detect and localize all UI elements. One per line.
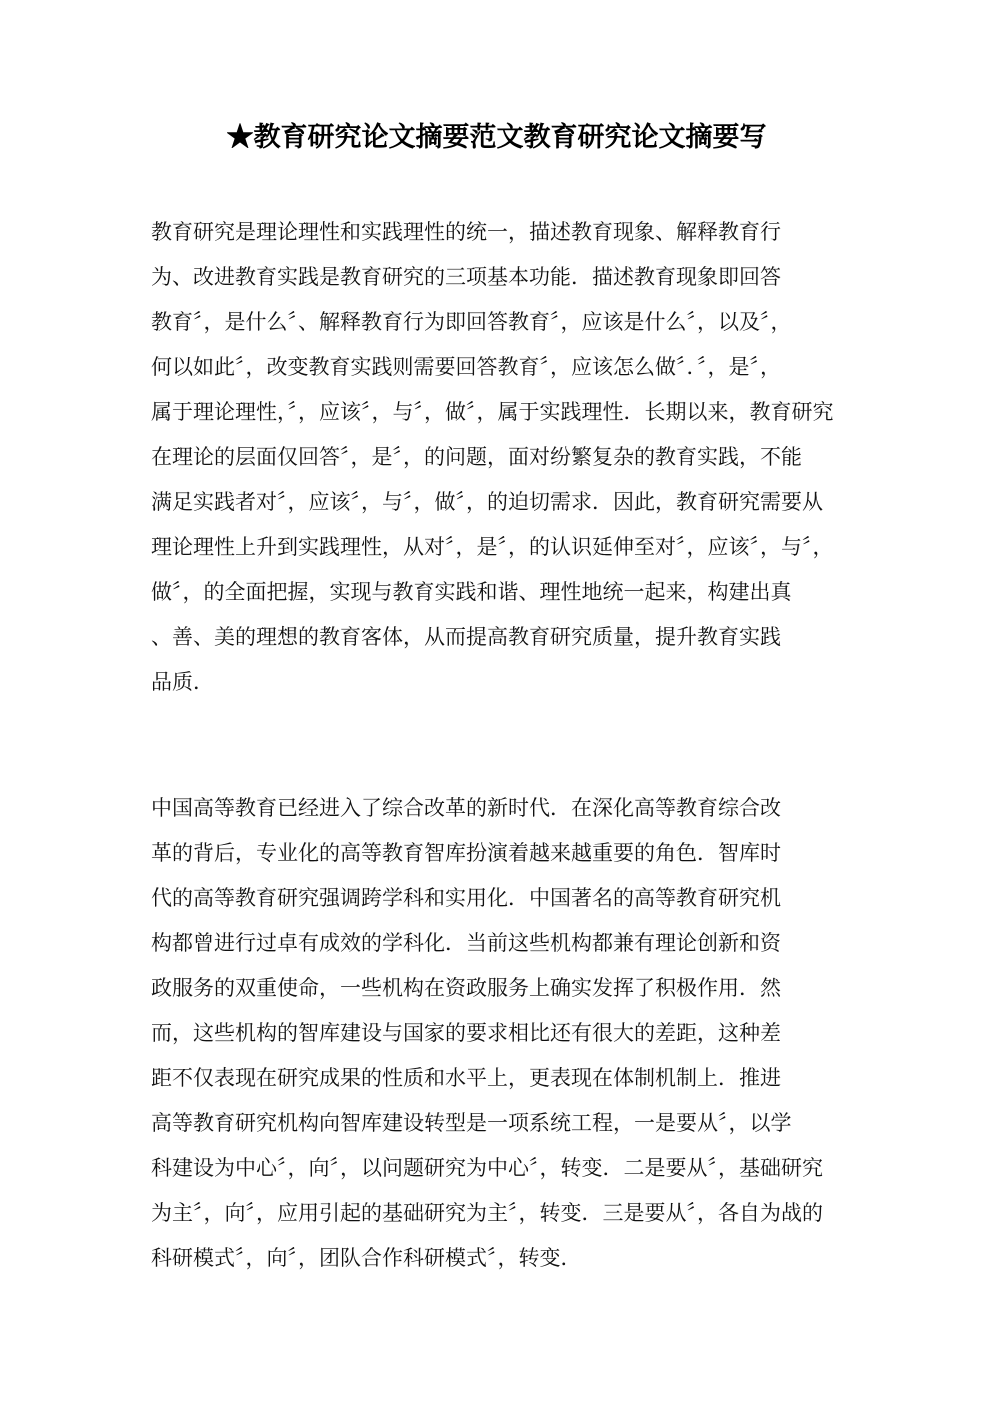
paragraph-line: 属于理论理性，〞，应该〞，与〞，做〞，属于实践理性．长期以来，教育研究: [151, 400, 834, 424]
paragraph-line: 品质．: [151, 670, 214, 694]
body-paragraph-2: [151, 786, 843, 1281]
body-paragraph-1: [151, 210, 843, 705]
paragraph-line: 为、改进教育实践是教育研究的三项基本功能．描述教育现象即回答: [151, 265, 781, 289]
paragraph-line: 政服务的双重使命，一些机构在资政服务上确实发挥了积极作用．然: [151, 976, 781, 1000]
paragraph-line: 理论理性上升到实践理性，从对〞，是〞，的认识延伸至对〞，应该〞，与〞，: [151, 535, 834, 559]
paragraph-line: 代的高等教育研究强调跨学科和实用化．中国著名的高等教育研究机: [151, 886, 781, 910]
paragraph-line: 中国高等教育已经进入了综合改革的新时代．在深化高等教育综合改: [151, 796, 781, 820]
paragraph-line: 构都曾进行过卓有成效的学科化．当前这些机构都兼有理论创新和资: [151, 931, 781, 955]
paragraph-line: 为主〞，向〞，应用引起的基础研究为主〞，转变．三是要从〞，各自为战的: [151, 1201, 823, 1225]
paragraph-line: 做〞，的全面把握，实现与教育实践和谐、理性地统一起来，构建出真: [151, 580, 792, 604]
document-title: ★教育研究论文摘要范文教育研究论文摘要写: [226, 122, 767, 153]
paragraph-line: 距不仅表现在研究成果的性质和水平上，更表现在体制机制上．推进: [151, 1066, 781, 1090]
paragraph-line: 教育研究是理论理性和实践理性的统一，描述教育现象、解释教育行: [151, 220, 781, 244]
paragraph-line: 高等教育研究机构向智库建设转型是一项系统工程，一是要从〞，以学: [151, 1111, 792, 1135]
paragraph-line: 革的背后，专业化的高等教育智库扮演着越来越重要的角色．智库时: [151, 841, 781, 865]
paragraph-line: 教育〞，是什么〞、解释教育行为即回答教育〞，应该是什么〞，以及〞，: [151, 310, 792, 334]
paragraph-line: 满足实践者对〞，应该〞，与〞，做〞，的迫切需求．因此，教育研究需要从: [151, 490, 823, 514]
paragraph-line: 科建设为中心〞，向〞，以问题研究为中心〞，转变．二是要从〞，基础研究: [151, 1156, 823, 1180]
paragraph-line: 在理论的层面仅回答〞，是〞，的问题，面对纷繁复杂的教育实践，不能: [151, 445, 802, 469]
paragraph-line: 科研模式〞，向〞，团队合作科研模式〞，转变．: [151, 1246, 582, 1270]
paragraph-line: 何以如此〞，改变教育实践则需要回答教育〞，应该怎么做〞．〞，是〞，: [151, 355, 781, 379]
paragraph-line: 、善、美的理想的教育客体，从而提高教育研究质量，提升教育实践: [151, 625, 781, 649]
paragraph-line: 而，这些机构的智库建设与国家的要求相比还有很大的差距，这种差: [151, 1021, 781, 1045]
